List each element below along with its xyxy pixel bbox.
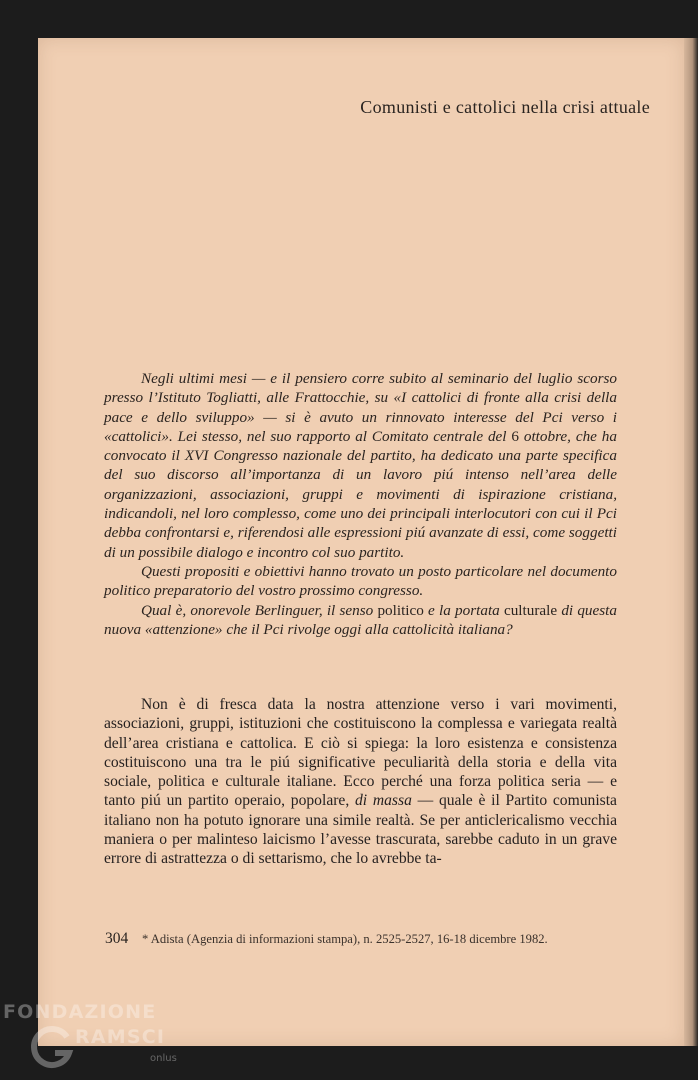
question-text: di questa nuova «attenzione» che il Pci rivolge oggi alla cattolicità italiana? <box>104 601 617 638</box>
answer-paragraph <box>104 695 617 869</box>
question-paragraph-1 <box>104 369 617 562</box>
running-head: Comunisti e cattolici nella crisi attuale <box>360 97 650 117</box>
interview-question <box>104 369 617 639</box>
g-logo-icon <box>29 1023 77 1071</box>
footnote: * Adista (Agenzia di informazioni stampa), n. 2525-2527, 16-18 dicembre 1982. <box>142 932 548 946</box>
watermark-sub: onlus <box>150 1053 177 1064</box>
question-paragraph-3 <box>104 601 617 640</box>
fondazione-gramsci-watermark <box>3 1001 203 1076</box>
page-number: 304 <box>105 930 129 947</box>
question-date: 6 <box>511 427 519 445</box>
question-text: Negli ultimi mesi — e il pensiero corre subito al seminario del luglio scorso presso l’Istituto Togliatti, alle Frattocchie, su «I cattolici di fronte alla crisi della pace e dello sviluppo» — si è avuto un rinnovato interesse del Pci verso i «cattolici». Lei stesso, nel suo rapporto al Comitato centrale del <box>104 370 617 445</box>
question-paragraph-2: Questi propositi e obiettivi hanno trovato un posto particolare nel documento politico preparatorio del vostro prossimo congresso. <box>104 562 617 600</box>
question-text: ottobre, che ha convocato il XVI Congresso nazionale del partito, ha dedicato una parte specifica del suo discorso all’importanza di un lavoro piú intenso nell’area delle organizzazioni, associazioni, gruppi e movimenti di ispirazione cristiana, indicandoli, nel loro complesso, come uno dei principali interlocutori con cui il Pci debba confrontarsi e, riferendosi alle espressioni piú avanzate di essi, come soggetti di un possibile dialogo e incontro col suo partito. <box>104 427 617 561</box>
answer-emphasis: di massa <box>355 792 412 810</box>
answer-text: — quale è il Partito comunista italiano non ha potuto ignorare una simile realtà. Se per anticlericalismo vecchia maniera o per malinteso laicismo l’avesse trascurata, sarebbe caduto in un grave errore di astrattezza o di settarismo, che lo avrebbe ta- <box>104 792 617 868</box>
page-edge <box>684 38 698 1046</box>
question-emphasis: politico <box>377 601 424 619</box>
interview-answer <box>104 695 617 869</box>
answer-text: Non è di fresca data la nostra attenzione verso i vari movimenti, associazioni, gruppi, istituzioni che costituiscono la complessa e variegata realtà dell’area cristiana e cattolica. E ciò si spiega: la loro esistenza e consistenza costituiscono una tra le piú significative peculiarità della storia e della vita sociale, politica e culturale italiane. Ecco perché una forza politica seria — e tanto piú un partito operaio, popolare, <box>104 696 617 810</box>
question-text: Qual è, onorevole Berlinguer, il senso <box>141 601 378 619</box>
question-text: e la portata <box>423 601 504 619</box>
question-emphasis: culturale <box>503 601 558 619</box>
watermark-line-2: RAMSCI <box>75 1026 166 1048</box>
watermark-line-1: FONDAZIONE <box>3 1001 157 1023</box>
